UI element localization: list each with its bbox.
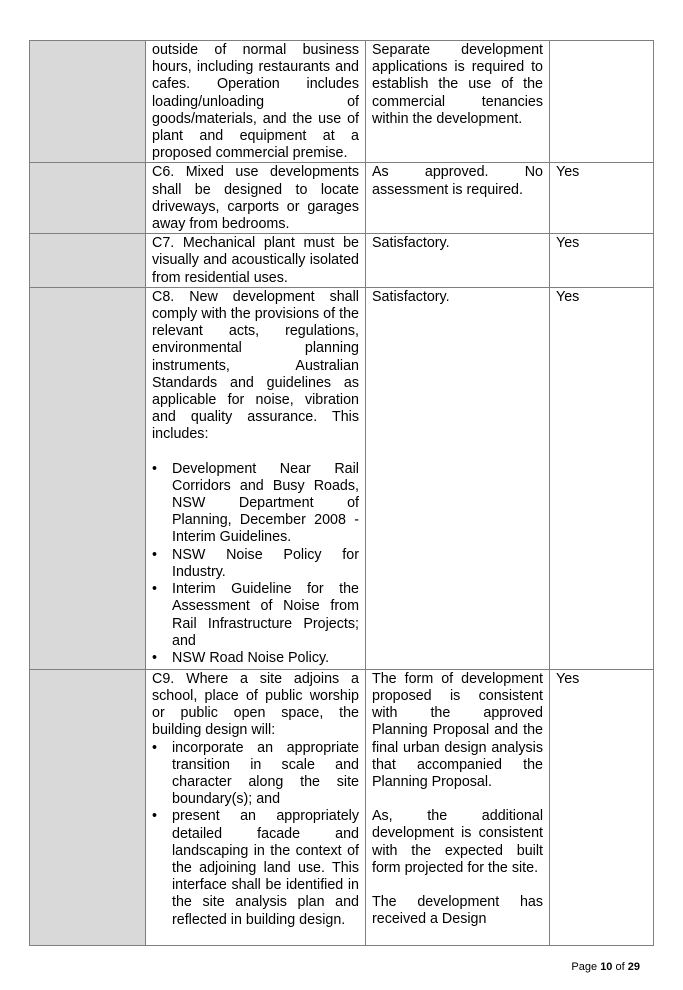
total-page-number: 29 [627,961,640,973]
control-cell [146,287,366,669]
section-shade-cell [30,669,146,945]
control-bullet-list [152,740,359,929]
section-shade-cell [30,163,146,234]
compliance-table [29,40,654,946]
table-row [30,287,654,669]
comment-cell [366,287,550,669]
bullet-icon: • [152,808,158,825]
page-number-footer [571,961,640,973]
bullet-icon: • [152,649,158,666]
control-cell [146,41,366,163]
control-text: C9. Where a site adjoins a school, place of public worship or public open space, the building design will: [152,670,359,739]
complies-cell [550,234,654,288]
comment-text: Satisfactory. [372,235,450,252]
table-row [30,234,654,288]
control-text: C6. Mixed use developments shall be designed to locate driveways, carports or garages away from bedrooms. [152,164,359,233]
comment-cell [366,163,550,234]
complies-cell [550,163,654,234]
comment-cell [366,234,550,288]
section-shade-cell [30,287,146,669]
complies-text: Yes [556,670,580,687]
complies-text: Yes [556,235,580,252]
comment-text: As approved. No assessment is required. [372,164,543,198]
complies-cell [550,287,654,669]
table-row [30,41,654,163]
control-cell [146,234,366,288]
section-shade-cell [30,234,146,288]
list-item: • NSW Road Noise Policy. [152,649,330,666]
paragraph-gap [372,877,543,894]
comment-text: Separate development applications is required to establish the use of the commercial tenancies within the development. [372,42,543,127]
comment-cell [366,669,550,945]
control-text: C8. New development shall comply with the provisions of the relevant acts, regulations, environmental planning instruments, Australian Standards and guidelines as applicable for noise, vibration and quality assurance. This includes: [152,288,359,443]
control-text: C7. Mechanical plant must be visually and acoustically isolated from residential uses. [152,235,359,286]
list-item: • incorporate an appropriate transition in scale and character along the site boundary(s); and [152,739,359,808]
list-item: • Interim Guideline for the Assessment of Noise from Rail Infrastructure Projects; and [152,581,359,649]
list-item: • Development Near Rail Corridors and Busy Roads, NSW Department of Planning, December 2008 - Interim Guidelines. [152,460,359,546]
bullet-icon: • [152,581,158,598]
current-page-number: 10 [600,961,613,973]
control-cell [146,669,366,945]
bullet-icon: • [152,546,158,563]
control-text: outside of normal business hours, including restaurants and cafes. Operation includes loading/unloading of goods/materials, and the use of plant and equipment at a proposed commercial premise. [152,42,359,162]
paragraph-gap [372,791,543,808]
comment-text: As, the additional development is consistent with the expected built form projected for the site. [372,808,543,876]
comment-text: Satisfactory. [372,288,450,305]
list-item: • present an appropriately detailed facade and landscaping in the context of the adjoining land use. This interface shall be identified in the site analysis plan and reflected in building design. [152,808,359,928]
table-row [30,669,654,945]
complies-text: Yes [556,288,580,305]
bullet-icon: • [152,460,158,477]
control-cell [146,163,366,234]
complies-cell [550,669,654,945]
page-label: Page [571,961,598,973]
control-bullet-list [152,461,359,667]
list-item: • NSW Noise Policy for Industry. [152,546,359,580]
bullet-icon: • [152,739,158,756]
complies-text: Yes [556,164,580,181]
complies-cell [550,41,654,163]
comment-cell [366,41,550,163]
paragraph-gap [152,444,359,461]
comment-text: The development has received a Design [372,894,543,928]
of-label: of [615,961,625,973]
table-row [30,163,654,234]
section-shade-cell [30,41,146,163]
comment-text: The form of development proposed is consistent with the approved Planning Proposal and the final urban design analysis that accompanied the Planning Proposal. [372,670,543,791]
